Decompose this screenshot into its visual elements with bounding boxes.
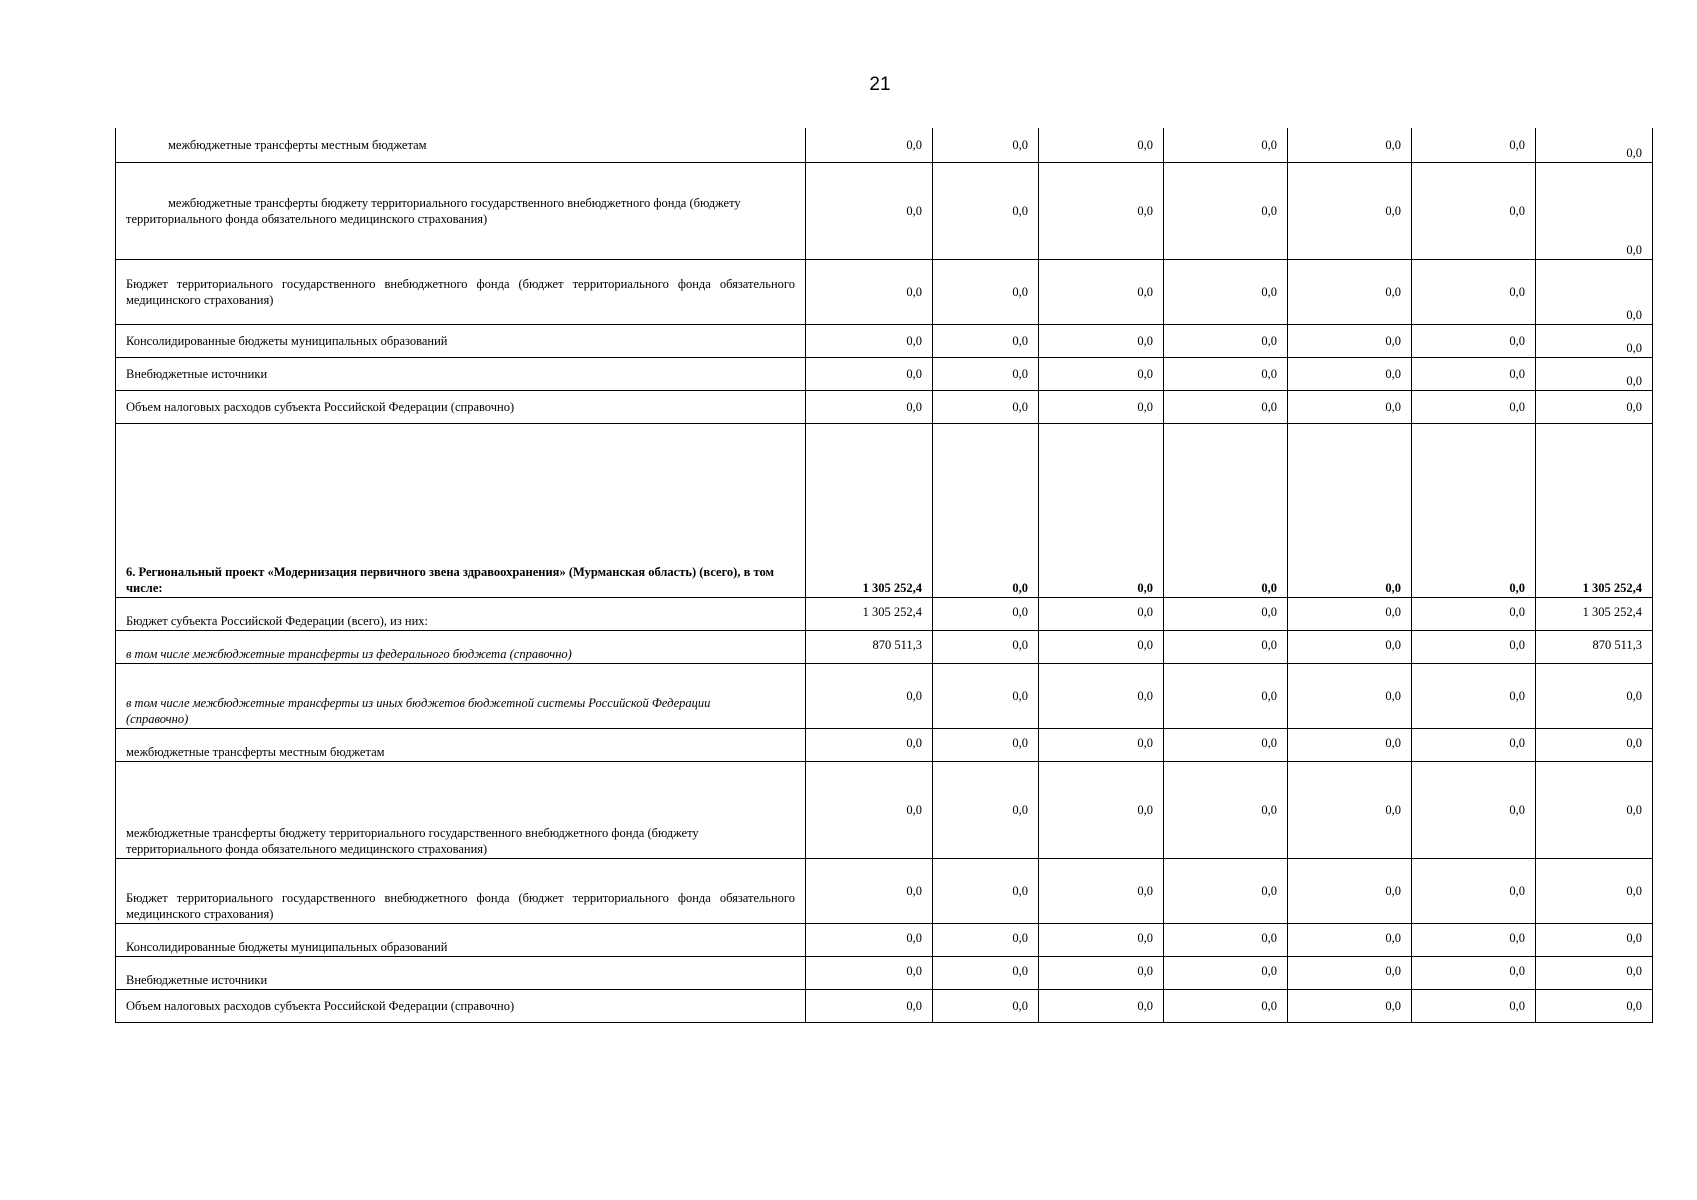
value-cell: 0,0: [1536, 923, 1653, 956]
value-cell: 0,0: [1288, 858, 1412, 923]
value-cell: 0,0: [1164, 989, 1288, 1022]
value-cell: 0,0: [1164, 728, 1288, 761]
value-cell: 0,0: [1288, 728, 1412, 761]
row-label: Объем налоговых расходов субъекта Российской Федерации (справочно): [116, 390, 806, 423]
value-cell: 0,0: [1412, 162, 1536, 259]
value-cell: 0,0: [1288, 357, 1412, 390]
table-row: [116, 663, 1653, 728]
value-cell: 0,0: [1039, 761, 1164, 858]
value-cell: 0,0: [1039, 357, 1164, 390]
value-cell: 0,0: [1039, 423, 1164, 597]
value-cell: 0,0: [1164, 923, 1288, 956]
table-row: [116, 162, 1653, 259]
value-cell: 0,0: [1288, 390, 1412, 423]
row-label: Бюджет субъекта Российской Федерации (всего), из них:: [116, 597, 806, 630]
value-cell: 0,0: [1039, 324, 1164, 357]
value-cell: 0,0: [1412, 357, 1536, 390]
value-cell: 0,0: [1536, 357, 1653, 390]
value-cell: 0,0: [806, 390, 933, 423]
row-label: Объем налоговых расходов субъекта Российской Федерации (справочно): [116, 989, 806, 1022]
table-row: [116, 357, 1653, 390]
value-cell: 0,0: [933, 956, 1039, 989]
value-cell: 0,0: [1412, 728, 1536, 761]
value-cell: 0,0: [1412, 989, 1536, 1022]
value-cell: 0,0: [1164, 956, 1288, 989]
value-cell: 0,0: [1039, 390, 1164, 423]
value-cell: 870 511,3: [1536, 630, 1653, 663]
value-cell: 0,0: [1412, 858, 1536, 923]
value-cell: 0,0: [806, 761, 933, 858]
value-cell: 0,0: [1039, 259, 1164, 324]
value-cell: 0,0: [1164, 128, 1288, 162]
value-cell: 0,0: [933, 989, 1039, 1022]
value-cell: 0,0: [1039, 630, 1164, 663]
value-cell: 0,0: [806, 728, 933, 761]
value-cell: 0,0: [1536, 259, 1653, 324]
row-label: Консолидированные бюджеты муниципальных образований: [116, 324, 806, 357]
value-cell: 0,0: [933, 162, 1039, 259]
value-cell: 0,0: [1536, 858, 1653, 923]
table-row: [116, 728, 1653, 761]
value-cell: 0,0: [1536, 324, 1653, 357]
value-cell: 0,0: [806, 357, 933, 390]
value-cell: 0,0: [1039, 597, 1164, 630]
value-cell: 0,0: [1412, 128, 1536, 162]
value-cell: 0,0: [1412, 923, 1536, 956]
value-cell: 0,0: [806, 989, 933, 1022]
table-row: [116, 956, 1653, 989]
value-cell: 0,0: [1412, 630, 1536, 663]
page-number: 21: [869, 74, 891, 95]
value-cell: 0,0: [1412, 663, 1536, 728]
value-cell: 0,0: [1164, 357, 1288, 390]
value-cell: 0,0: [1412, 956, 1536, 989]
value-cell: 0,0: [806, 858, 933, 923]
value-cell: 0,0: [1288, 923, 1412, 956]
row-label: Консолидированные бюджеты муниципальных образований: [116, 923, 806, 956]
value-cell: 0,0: [1039, 923, 1164, 956]
row-label: Бюджет территориального государственного внебюджетного фонда (бюджет территориального фонда обязательного медицинского страхования): [116, 858, 806, 923]
value-cell: 0,0: [1164, 423, 1288, 597]
table-row: [116, 989, 1653, 1022]
value-cell: 0,0: [1288, 423, 1412, 597]
value-cell: 0,0: [1536, 761, 1653, 858]
value-cell: 0,0: [806, 663, 933, 728]
value-cell: 0,0: [1288, 128, 1412, 162]
value-cell: 0,0: [933, 923, 1039, 956]
value-cell: 0,0: [1164, 761, 1288, 858]
value-cell: 0,0: [933, 728, 1039, 761]
value-cell: 0,0: [1164, 162, 1288, 259]
value-cell: 0,0: [1536, 128, 1653, 162]
value-cell: 0,0: [1412, 390, 1536, 423]
row-label: в том числе межбюджетные трансферты из федерального бюджета (справочно): [116, 630, 806, 663]
table-row: [116, 128, 1653, 162]
value-cell: 0,0: [933, 630, 1039, 663]
value-cell: 0,0: [1288, 324, 1412, 357]
table-row: [116, 923, 1653, 956]
table-row: [116, 423, 1653, 597]
value-cell: 0,0: [1536, 728, 1653, 761]
table-row: [116, 597, 1653, 630]
value-cell: 0,0: [1536, 956, 1653, 989]
table-row: [116, 858, 1653, 923]
value-cell: 0,0: [1164, 858, 1288, 923]
value-cell: 0,0: [1039, 728, 1164, 761]
value-cell: 870 511,3: [806, 630, 933, 663]
value-cell: 0,0: [1039, 128, 1164, 162]
value-cell: 0,0: [1288, 761, 1412, 858]
value-cell: 0,0: [1412, 259, 1536, 324]
value-cell: 0,0: [1039, 162, 1164, 259]
row-label: межбюджетные трансферты бюджету территориального государственного внебюджетного фонда (бюджету территориального фонда обязательного медицинского страхования): [116, 162, 806, 259]
value-cell: 0,0: [1412, 761, 1536, 858]
value-cell: 1 305 252,4: [1536, 597, 1653, 630]
value-cell: 0,0: [1412, 597, 1536, 630]
value-cell: 0,0: [806, 324, 933, 357]
value-cell: 0,0: [1288, 597, 1412, 630]
value-cell: 0,0: [933, 663, 1039, 728]
value-cell: 0,0: [933, 761, 1039, 858]
value-cell: 0,0: [1288, 630, 1412, 663]
value-cell: 0,0: [1164, 630, 1288, 663]
row-label: межбюджетные трансферты бюджету территориального государственного внебюджетного фонда (бюджету территориального фонда обязательного медицинского страхования): [116, 761, 806, 858]
value-cell: 0,0: [933, 357, 1039, 390]
value-cell: 0,0: [933, 597, 1039, 630]
value-cell: 0,0: [1412, 423, 1536, 597]
row-label: межбюджетные трансферты местным бюджетам: [116, 728, 806, 761]
value-cell: 0,0: [1288, 162, 1412, 259]
row-label: Внебюджетные источники: [116, 956, 806, 989]
value-cell: 0,0: [1039, 956, 1164, 989]
value-cell: 0,0: [1039, 858, 1164, 923]
value-cell: 0,0: [933, 390, 1039, 423]
value-cell: 0,0: [1164, 390, 1288, 423]
table-row: [116, 259, 1653, 324]
value-cell: 0,0: [806, 923, 933, 956]
value-cell: 0,0: [1039, 663, 1164, 728]
value-cell: 0,0: [1536, 162, 1653, 259]
value-cell: 0,0: [1536, 989, 1653, 1022]
value-cell: 0,0: [806, 956, 933, 989]
value-cell: 0,0: [1164, 259, 1288, 324]
value-cell: 0,0: [1536, 390, 1653, 423]
row-label: в том числе межбюджетные трансферты из иных бюджетов бюджетной системы Российской Федерации (справочно): [116, 663, 806, 728]
row-label: Бюджет территориального государственного внебюджетного фонда (бюджет территориального фонда обязательного медицинского страхования): [116, 259, 806, 324]
row-label: межбюджетные трансферты местным бюджетам: [116, 128, 806, 162]
value-cell: 0,0: [1164, 597, 1288, 630]
value-cell: 0,0: [806, 128, 933, 162]
value-cell: 0,0: [1412, 324, 1536, 357]
table-row: [116, 324, 1653, 357]
value-cell: 1 305 252,4: [1536, 423, 1653, 597]
value-cell: 0,0: [1288, 259, 1412, 324]
row-label: Внебюджетные источники: [116, 357, 806, 390]
value-cell: 0,0: [1536, 663, 1653, 728]
table-row: [116, 761, 1653, 858]
value-cell: 0,0: [933, 128, 1039, 162]
table-row: [116, 630, 1653, 663]
value-cell: 0,0: [1039, 989, 1164, 1022]
value-cell: 0,0: [1288, 989, 1412, 1022]
row-label: 6. Региональный проект «Модернизация первичного звена здравоохранения» (Мурманская область) (всего), в том числе:: [116, 423, 806, 597]
value-cell: 0,0: [933, 259, 1039, 324]
value-cell: 0,0: [1164, 324, 1288, 357]
budget-table: [115, 128, 1653, 1023]
value-cell: 0,0: [806, 162, 933, 259]
table-row: [116, 390, 1653, 423]
value-cell: 0,0: [806, 259, 933, 324]
value-cell: 1 305 252,4: [806, 597, 933, 630]
value-cell: 0,0: [933, 324, 1039, 357]
value-cell: 1 305 252,4: [806, 423, 933, 597]
value-cell: 0,0: [933, 423, 1039, 597]
value-cell: 0,0: [1288, 956, 1412, 989]
value-cell: 0,0: [1164, 663, 1288, 728]
value-cell: 0,0: [1288, 663, 1412, 728]
value-cell: 0,0: [933, 858, 1039, 923]
